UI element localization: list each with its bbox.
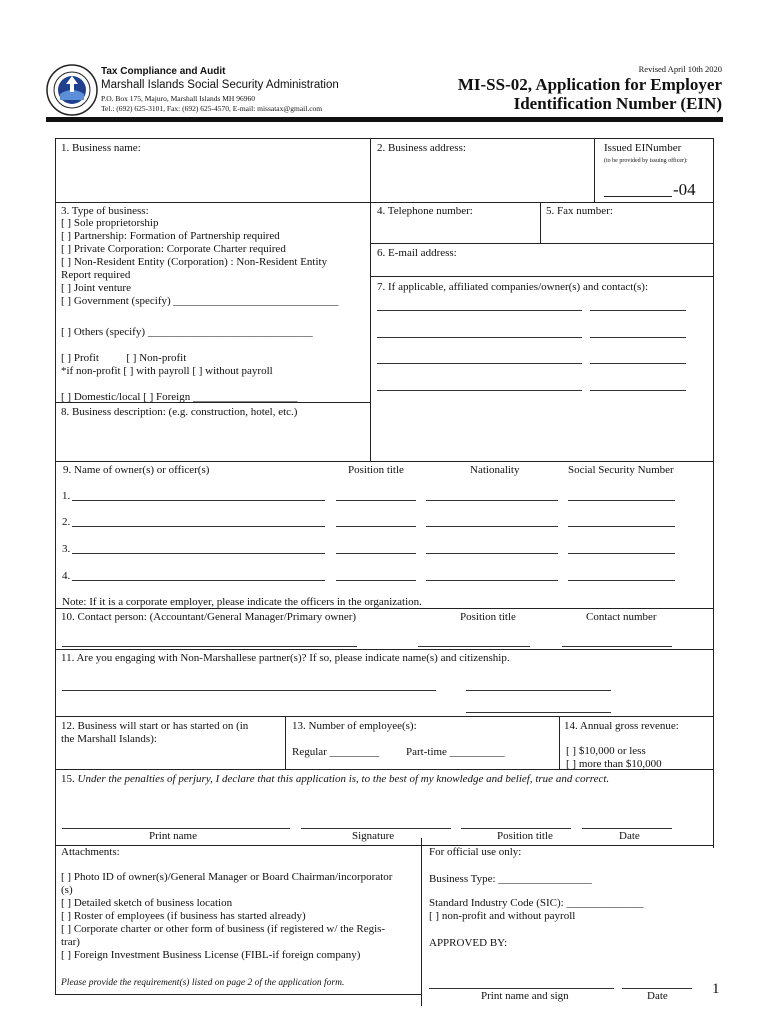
partner-citizenship-line[interactable] (466, 712, 611, 713)
fax-field[interactable] (541, 218, 712, 242)
business-start-field[interactable] (60, 748, 280, 767)
owner-position-line[interactable] (336, 526, 416, 527)
owner-nationality-line[interactable] (426, 526, 558, 527)
sic-field[interactable]: Standard Industry Code (SIC): ______________ (429, 897, 644, 909)
form-title-line1: MI-SS-02, Application for Employer (457, 75, 722, 94)
business-name-label: 1. Business name: (61, 142, 141, 154)
fax-label: 5. Fax number: (546, 205, 613, 217)
affiliated-line[interactable] (377, 363, 582, 364)
print-name-sign-caption: Print name and sign (481, 990, 569, 1002)
type-option[interactable]: [ ] Partnership: Formation of Partnership required (61, 230, 280, 242)
owner-nationality-line[interactable] (426, 580, 558, 581)
business-name-field[interactable] (56, 156, 369, 201)
org-address: P.O. Box 175, Majuro, Marshall Islands MH 96960 (101, 94, 255, 103)
row-number: 4. (62, 570, 71, 582)
domestic-foreign-option[interactable]: [ ] Domestic/local [ ] Foreign ___________________ (61, 391, 298, 403)
attachments-title: Attachments: (61, 846, 120, 858)
print-name-line[interactable] (62, 828, 290, 829)
owner-name-line[interactable] (72, 526, 325, 527)
business-start-label: 12. Business will start or has started on (in (61, 720, 249, 732)
position-title-caption: Position title (497, 830, 553, 842)
affiliated-contact-line[interactable] (590, 337, 686, 338)
employees-label: 13. Number of employee(s): (292, 720, 417, 732)
page-number: 1 (712, 981, 720, 997)
owner-nationality-line[interactable] (426, 500, 558, 501)
business-address-field[interactable] (371, 156, 593, 201)
contact-position-line[interactable] (418, 646, 530, 647)
form-title-line2: Identification Number (EIN) (513, 94, 722, 113)
owner-position-line[interactable] (336, 500, 416, 501)
telephone-field[interactable] (371, 218, 539, 242)
type-option[interactable]: [ ] Sole proprietorship (61, 217, 159, 229)
corporate-note: Note: If it is a corporate employer, please indicate the officers in the organization. (62, 596, 422, 608)
email-label: 6. E-mail address: (377, 247, 457, 259)
attachment-item[interactable]: [ ] Foreign Investment Business License (FIBL-if foreign company) (61, 949, 361, 961)
org-subtitle: Marshall Islands Social Security Administration (101, 79, 339, 91)
owner-nationality-line[interactable] (426, 553, 558, 554)
owner-ssn-line[interactable] (568, 553, 675, 554)
date-caption: Date (619, 830, 640, 842)
org-name: Tax Compliance and Audit (101, 66, 226, 77)
telephone-label: 4. Telephone number: (377, 205, 473, 217)
position-title-header: Position title (348, 464, 404, 476)
owner-ssn-line[interactable] (568, 526, 675, 527)
type-option[interactable]: [ ] Joint venture (61, 282, 131, 294)
affiliated-contact-line[interactable] (590, 363, 686, 364)
affiliated-contact-line[interactable] (590, 390, 686, 391)
business-description-label: 8. Business description: (e.g. construction, hotel, etc.) (61, 406, 298, 418)
row-number: 2. (62, 516, 71, 528)
date-line[interactable] (582, 828, 672, 829)
partner-name-line[interactable] (62, 690, 436, 691)
others-option[interactable]: [ ] Others (specify) ______________________________ (61, 326, 313, 338)
business-description-field[interactable] (56, 420, 369, 460)
row-number: 3. (62, 543, 71, 555)
attachment-item[interactable]: [ ] Roster of employees (if business has started already) (61, 910, 306, 922)
regular-employees-field[interactable]: Regular _________ (292, 746, 380, 758)
affiliated-contact-line[interactable] (590, 310, 686, 311)
declaration-text (61, 773, 609, 786)
owner-name-line[interactable] (72, 580, 325, 581)
affiliated-line[interactable] (377, 337, 582, 338)
owner-name-line[interactable] (72, 500, 325, 501)
business-start-label-continued: the Marshall Islands): (61, 733, 157, 745)
contact-name-line[interactable] (62, 646, 357, 647)
declaration-number: 15. (61, 773, 75, 785)
attachment-item[interactable]: [ ] Photo ID of owner(s)/General Manager or Board Chairman/incorporator (61, 871, 393, 883)
attachment-item[interactable]: [ ] Corporate charter or other form of business (if registered w/ the Regis- (61, 923, 386, 935)
attachment-item-continued: (s) (61, 884, 73, 896)
partners-label: 11. Are you engaging with Non-Marshallese partner(s)? If so, please indicate name(s) and citizenship. (61, 652, 510, 664)
owners-label: 9. Name of owner(s) or officer(s) (63, 464, 210, 476)
header-rule (46, 117, 723, 122)
approver-name-line[interactable] (429, 988, 614, 989)
ein-blank[interactable] (604, 184, 672, 197)
approved-by-label: APPROVED BY: (429, 937, 508, 949)
attachment-item[interactable]: [ ] Detailed sketch of business location (61, 897, 233, 909)
official-use-title: For official use only: (429, 846, 522, 858)
owner-ssn-line[interactable] (568, 580, 675, 581)
print-name-caption: Print name (149, 830, 197, 842)
business-type-field[interactable]: Business Type: _________________ (429, 873, 592, 885)
type-option[interactable]: [ ] Government (specify) ______________________________ (61, 295, 339, 307)
sic-nonprofit-option[interactable]: [ ] non-profit and without payroll (429, 910, 576, 922)
gross-revenue-label: 14. Annual gross revenue: (564, 720, 679, 732)
declaration-statement: Under the penalties of perjury, I declare that this application is, to the best of my knowledge and belief, true and correct. (77, 773, 610, 785)
type-option[interactable]: [ ] Private Corporation: Corporate Charter required (61, 243, 286, 255)
seal-logo (46, 64, 98, 116)
nationality-header: Nationality (470, 464, 520, 476)
type-option-continued: Report required (61, 269, 131, 281)
signature-line[interactable] (301, 828, 451, 829)
contact-number-header: Contact number (586, 611, 657, 623)
owner-position-line[interactable] (336, 580, 416, 581)
issued-ein-label: Issued EINumber (604, 142, 682, 154)
contact-person-label: 10. Contact person: (Accountant/General Manager/Primary owner) (61, 611, 357, 623)
attachments-note: Please provide the requirement(s) listed on page 2 of the application form. (61, 978, 345, 988)
profit-option[interactable]: [ ] Profit [ ] Non-profit (61, 352, 187, 364)
nonprofit-payroll-option[interactable]: *if non-profit [ ] with payroll [ ] without payroll (61, 365, 273, 377)
owner-name-line[interactable] (72, 553, 325, 554)
ein-suffix: -04 (673, 180, 696, 199)
parttime-employees-field[interactable]: Part-time __________ (406, 746, 505, 758)
attachment-item-continued: trar) (61, 936, 80, 948)
official-date-caption: Date (647, 990, 668, 1002)
owner-position-line[interactable] (336, 553, 416, 554)
email-field[interactable] (470, 247, 710, 273)
affiliated-line[interactable] (377, 390, 582, 391)
contact-position-header: Position title (460, 611, 516, 623)
affiliated-label: 7. If applicable, affiliated companies/owner(s) and contact(s): (377, 281, 649, 293)
position-title-line[interactable] (461, 828, 571, 829)
business-address-label: 2. Business address: (377, 142, 466, 154)
type-option[interactable]: [ ] Non-Resident Entity (Corporation) : Non-Resident Entity (61, 256, 328, 268)
row-number: 1. (62, 490, 71, 502)
revenue-option-high[interactable]: [ ] more than $10,000 (566, 758, 662, 770)
signature-caption: Signature (352, 830, 395, 842)
contact-number-line[interactable] (562, 646, 672, 647)
org-contact: Tel.: (692) 625-3101, Fax: (692) 625-4570, E-mail: missatax@gmail.com (101, 104, 323, 113)
type-of-business-label: 3. Type of business: (61, 205, 149, 217)
issued-ein-note: (to be provided by issuing officer): (604, 158, 688, 164)
ssn-header: Social Security Number (568, 464, 674, 476)
approver-date-line[interactable] (622, 988, 692, 989)
revenue-option-low[interactable]: [ ] $10,000 or less (566, 745, 646, 757)
owner-ssn-line[interactable] (568, 500, 675, 501)
affiliated-line[interactable] (377, 310, 582, 311)
partner-citizenship-line[interactable] (466, 690, 611, 691)
revision-date: Revised April 10th 2020 (638, 64, 722, 74)
